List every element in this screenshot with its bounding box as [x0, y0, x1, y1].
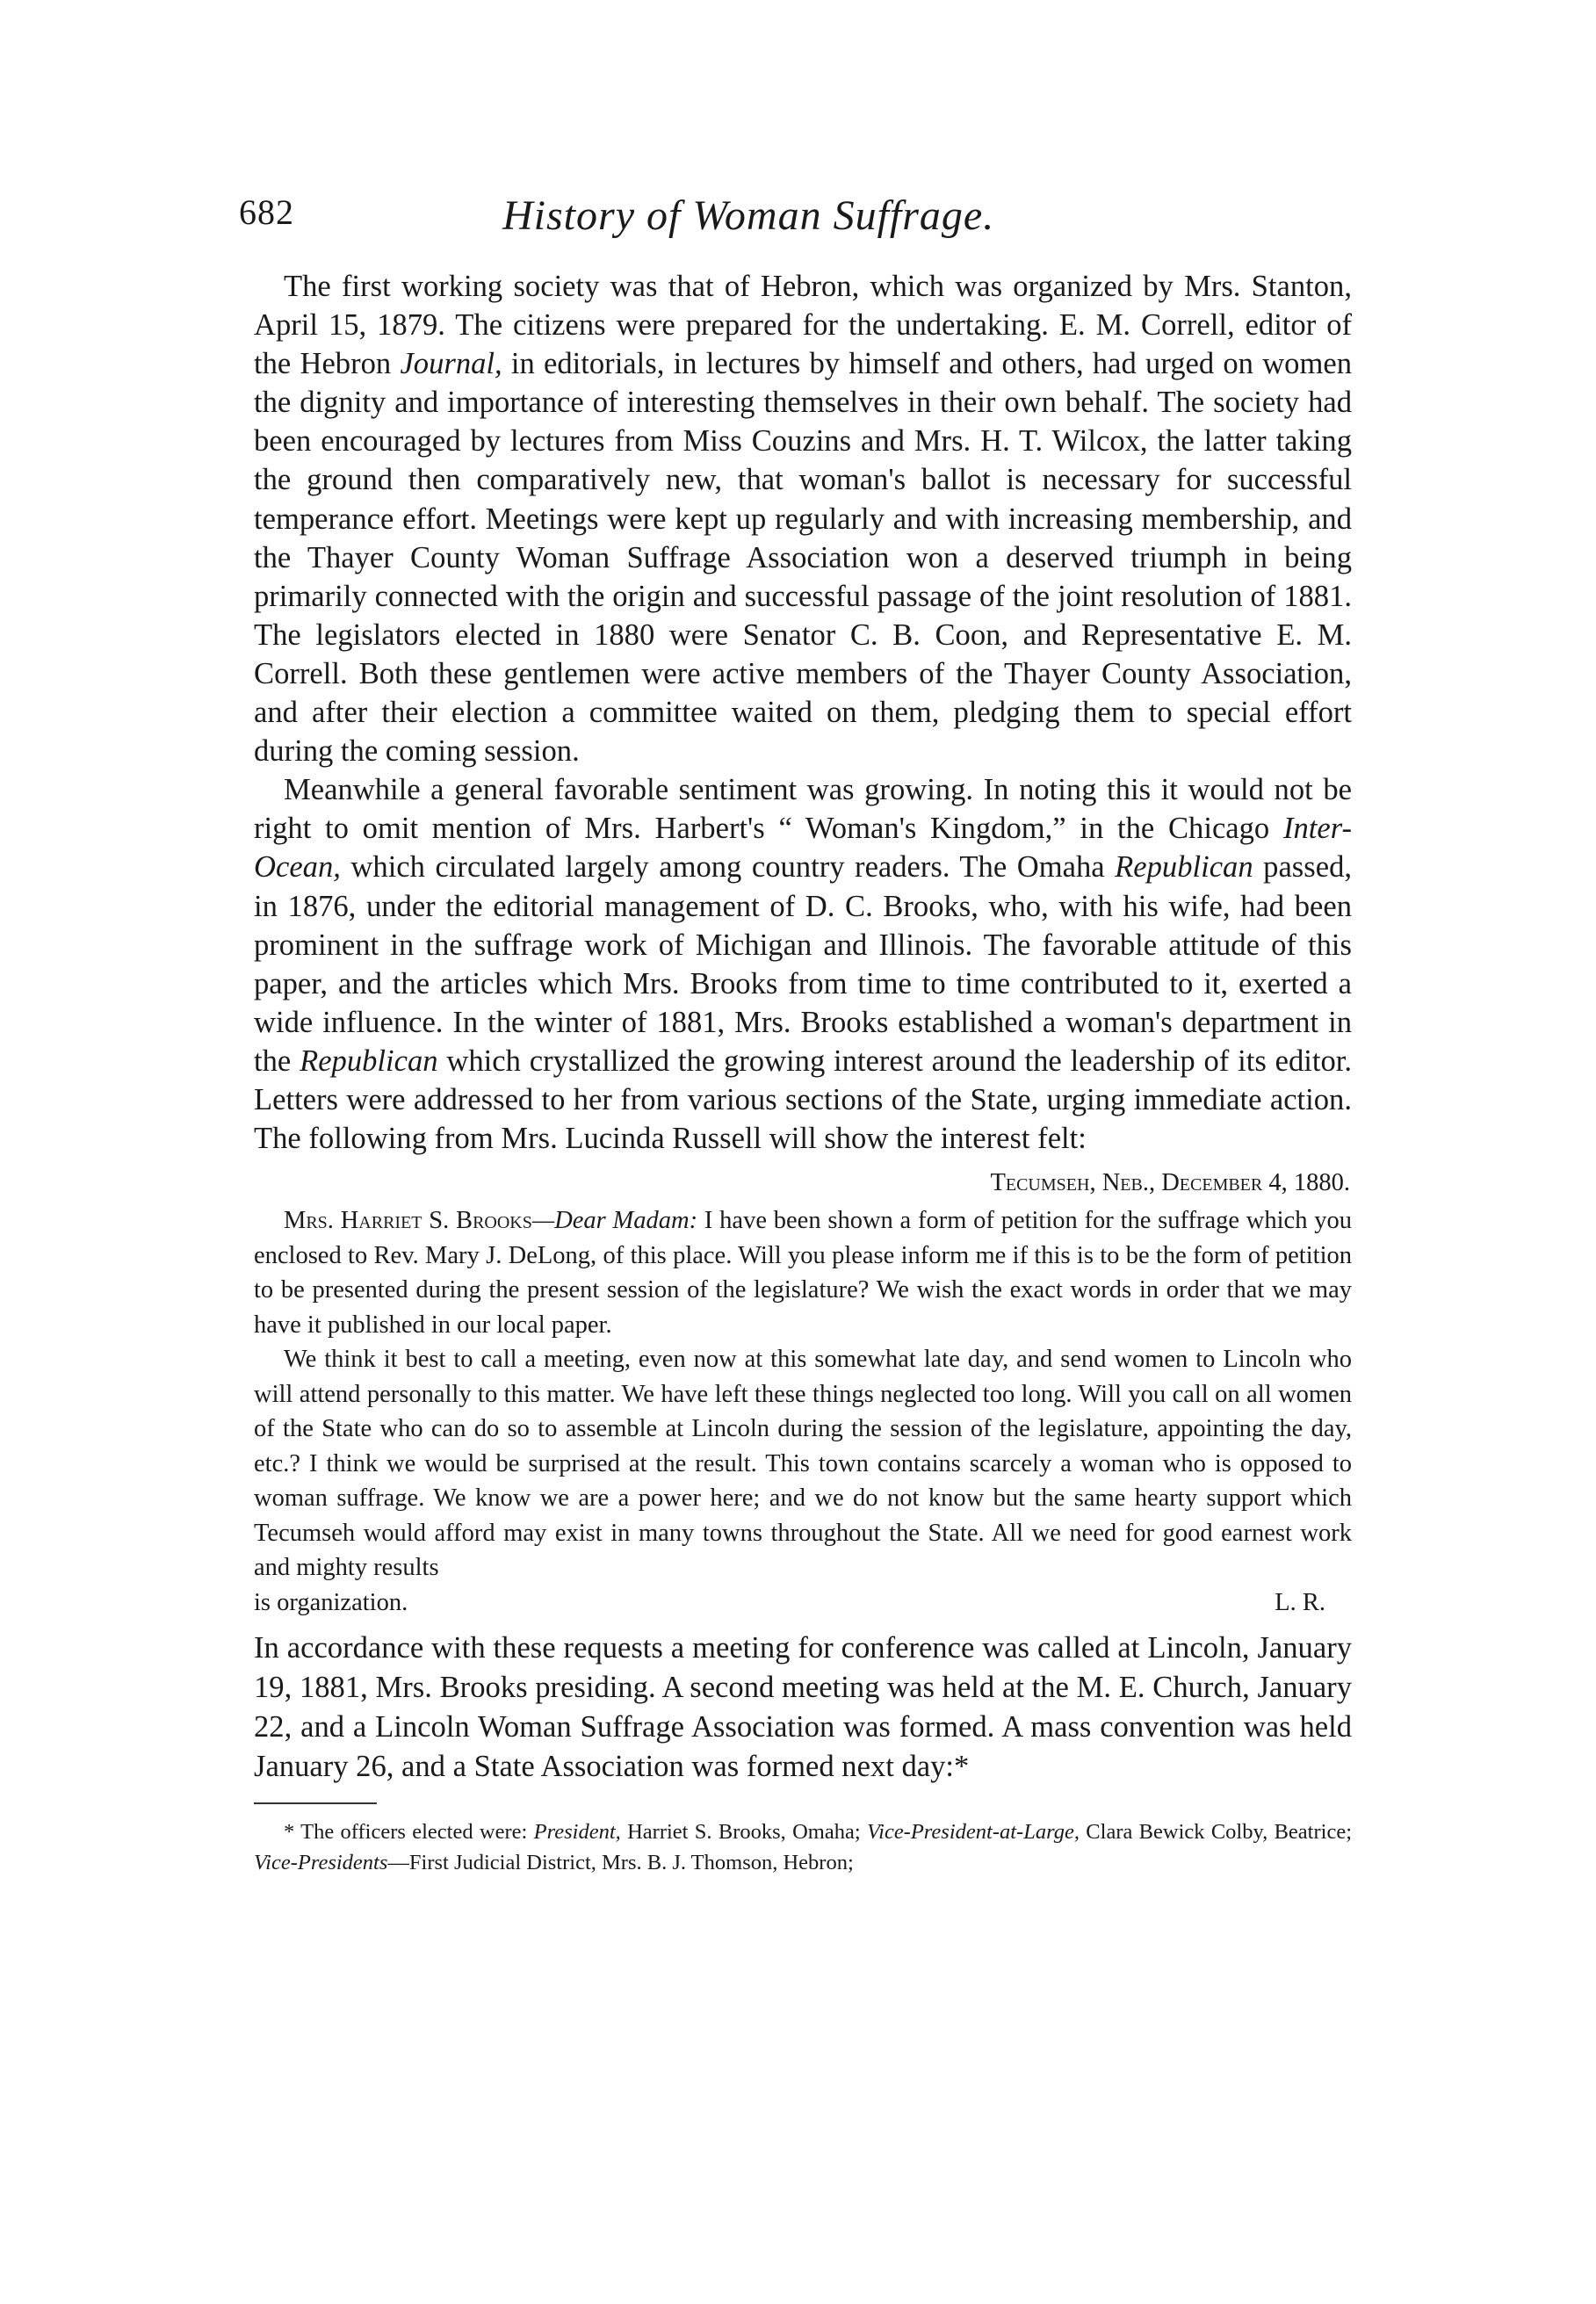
italic-republican: Republican — [300, 1044, 438, 1078]
paragraph-hebron-society — [254, 267, 1352, 770]
page-header — [239, 191, 1363, 244]
text-run: which crystallized the growing interest around the leadership of its editor. Letters were addressed to her from various sections of the State, urging immediate action. The following from Mrs. Lucinda Russell will show the interest felt: — [254, 1044, 1353, 1156]
italic-journal: Journal, — [400, 347, 502, 381]
text-run: Harriet S. Brooks, Omaha; — [620, 1820, 867, 1845]
letter-initials: L. R. — [1275, 1588, 1325, 1616]
text-run: I have been shown a form of petition for the suffrage which you enclosed to Rev. Mary J. DeLong, of this place. Will you please inform me if this is to be the form of petition to be presented during the present session of the legislature? We wish the exact words in order that we may have it published in our local paper. — [254, 1207, 1352, 1339]
paragraph-favorable-sentiment — [254, 770, 1352, 1158]
letter-dateline: Tecumseh, Neb., December 4, 1880. — [990, 1169, 1350, 1197]
text-run: passed, in 1876, under the editorial management of D. C. Brooks, who, with his wife, had been prominent in the suffrage work of Michigan and Illinois. The favorable attitude of this paper, and the articles which Mrs. Brooks from time to time contributed to it, exerted a wide influence. In the winter of 1881, Mrs. Brooks established a woman's department in the — [254, 850, 1352, 1078]
page-body — [254, 267, 1352, 1878]
footnote-rule — [254, 1802, 377, 1804]
text-run: Clara Bewick Colby, Beatrice; — [1079, 1820, 1352, 1845]
italic-president: President, — [533, 1820, 621, 1845]
text-run: in editorials, in lectures by himself and others, had urged on women the dignity and importance of interesting themselves in their own behalf. The society had been encouraged by lectures from Miss Couzins and Mrs. H. T. Wilcox, the latter taking the ground then comparatively new, that woman's ballot is necessary for successful temperance effort. Meetings were kept up regularly and with increasing membership, and the Thayer County Woman Suffrage Association won a deserved triumph in being primarily connected with the origin and successful passage of the joint resolution of 1881. The legislators elected in 1880 were Senator C. B. Coon, and Representative E. M. Correll. Both these gentlemen were active members of the Thayer County Association, and after their election a committee waited on them, pledging them to special effort during the coming session. — [254, 347, 1352, 769]
italic-vice-presidents: Vice-Presidents — [254, 1851, 388, 1875]
text-run: The first working society was that of Hebron, which was organized by Mrs. Stanton, April 15, 1879. The citizens were prepared for the undertaking. E. M. Correll, editor of the Hebron — [254, 270, 1352, 381]
letter-last-line: is organization. — [254, 1588, 408, 1616]
italic-vp-at-large: Vice-President-at-Large, — [866, 1820, 1080, 1845]
letter-recipient: Mrs. Harriet S. Brooks — [284, 1207, 532, 1235]
footnote — [254, 1816, 1352, 1878]
text-run: which circulated largely among country readers. The Omaha — [340, 850, 1116, 885]
letter-paragraph-2: We think it best to call a meeting, even now at this somewhat late day, and send women to Lincoln who will attend personally to this matter. We have left these things neglected too long. Will you call on all women of the State who can do so to assemble at Lincoln during the session of the legislature, appointing the day, etc.? I think we would be surprised at the result. This town contains scarcely a woman who is opposed to woman suffrage. We know we are a power here; and we do not know but the same hearty support which Tecumseh would afford may exist in many towns throughout the State. All we need for good earnest work and mighty results — [254, 1346, 1352, 1582]
letter-signoff — [254, 1585, 1352, 1621]
text-run: * The officers elected were: — [284, 1820, 534, 1845]
paragraph-lincoln-meeting: In accordance with these requests a meeting for conference was called at Lincoln, January 19, 1881, Mrs. Brooks presiding. A second meeting was held at the M. E. Church, January 22, and a Lincoln Woman Suffrage Association was formed. A mass convention was held January 26, and a State Association was formed next day:* — [254, 1631, 1352, 1784]
letter-salutation: —Dear Madam: — [531, 1207, 698, 1235]
italic-inter-ocean: Inter-Ocean, — [254, 812, 1352, 885]
running-title: History of Woman Suffrage. — [502, 192, 995, 239]
text-run: Meanwhile a general favorable sentiment was growing. In noting this it would not be right to omit mention of Mrs. Harbert's “ Woman's Kingdom,” in the Chicago — [254, 773, 1352, 846]
letter-paragraph-1 — [254, 1203, 1352, 1342]
text-run: —First Judicial District, Mrs. B. J. Thomson, Hebron; — [387, 1851, 854, 1875]
italic-republican: Republican — [1115, 850, 1253, 885]
page-number: 682 — [239, 192, 294, 232]
